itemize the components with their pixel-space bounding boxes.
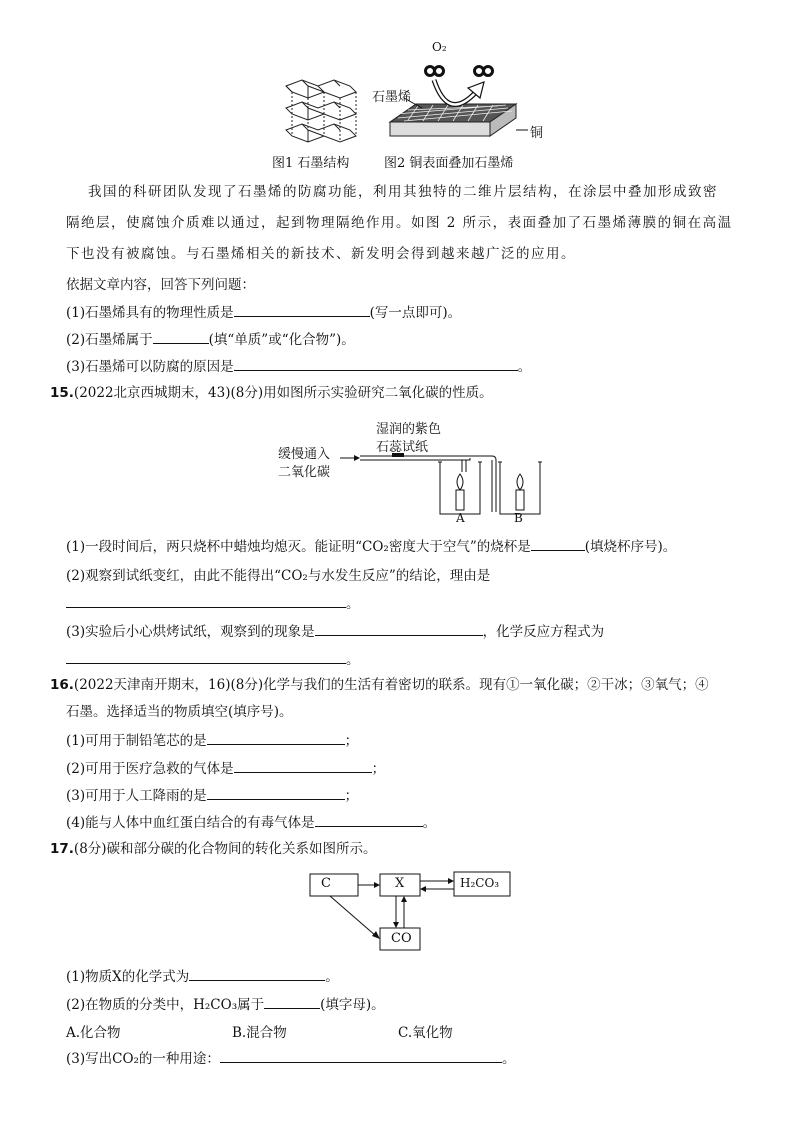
box-h2co3-label: H₂CO₃ [460, 876, 500, 890]
answer-blank[interactable] [207, 786, 345, 800]
option-a[interactable]: A.化合物 [66, 1025, 121, 1041]
q16-question-2: (2)可用于医疗急救的气体是 ； [66, 761, 386, 777]
box-co-label: CO [391, 931, 412, 946]
beaker-a-label: A [456, 511, 465, 525]
q16-question-4: (4)能与人体中血红蛋白结合的有毒气体是 。 [66, 815, 437, 831]
answer-blank[interactable] [153, 330, 209, 344]
copper-label: 铜 [530, 126, 544, 141]
q14-question-3: (3)石墨烯可以防腐的原因是 。 [66, 359, 532, 375]
answer-blank[interactable] [264, 995, 320, 1009]
answer-blank[interactable] [234, 759, 372, 773]
paper-label-2: 石蕊试纸 [376, 440, 429, 455]
option-c[interactable]: C.氧化物 [398, 1025, 453, 1041]
passage-line-1: 我国的科研团队发现了石墨烯的防腐功能，利用其独特的二维片层结构，在涂层中叠加形成致密 [88, 184, 718, 200]
figure1-caption: 图1 石墨结构 [272, 156, 350, 171]
answer-blank[interactable] [234, 357, 518, 371]
paper-label-1: 湿润的紫色 [376, 422, 442, 437]
answer-blank[interactable] [234, 303, 370, 317]
q16-stem-2: 石墨。选择适当的物质填空(填序号)。 [66, 704, 293, 720]
answer-blank[interactable] [207, 731, 345, 745]
answer-blank[interactable] [66, 650, 346, 664]
graphite-structure-figure [282, 78, 360, 144]
q15-question-2: (2)观察到试纸变红，由此不能得出“CO₂与水发生反应”的结论，理由是 [66, 568, 491, 584]
passage-line-3: 下也没有被腐蚀。与石墨烯相关的新技术、新发明会得到越来越广泛的应用。 [66, 246, 576, 262]
passage-line-2: 隔绝层，使腐蚀介质难以通过，起到物理隔绝作用。如图 2 所示，表面叠加了石墨烯薄膜的铜在高温 [66, 215, 733, 231]
q15-question-3-answer: 。 [66, 650, 360, 669]
o2-label: O₂ [432, 40, 447, 54]
graphene-label: 石墨烯 [372, 90, 412, 105]
answer-blank[interactable] [315, 813, 423, 827]
q15-question-3: (3)实验后小心烘烤试纸，观察到的现象是 ，化学反应方程式为 [66, 624, 605, 640]
answer-blank[interactable] [189, 967, 325, 981]
q17-question-3: (3)写出CO₂的一种用途： 。 [66, 1051, 516, 1067]
q14-question-1: (1)石墨烯具有的物理性质是 (写一点即可)。 [66, 305, 462, 321]
gas-label-1: 缓慢通入 [278, 447, 331, 462]
q16-question-3: (3)可用于人工降雨的是 ； [66, 788, 359, 804]
answer-blank[interactable] [315, 622, 483, 636]
q15-stem: 15.(2022北京西城期末，43)(8分)用如图所示实验研究二氧化碳的性质。 [50, 385, 493, 401]
option-b[interactable]: B.混合物 [232, 1025, 287, 1041]
answer-blank[interactable] [220, 1049, 502, 1063]
answer-blank[interactable] [531, 537, 585, 551]
q14-intro: 依据文章内容，回答下列问题： [66, 277, 255, 293]
gas-label-2: 二氧化碳 [278, 465, 331, 480]
answer-blank[interactable] [66, 594, 346, 608]
q15-question-1: (1)一段时间后，两只烧杯中蜡烛均熄灭。能证明“CO₂密度大于空气”的烧杯是 (填烧杯序号)。 [66, 539, 677, 555]
q14-question-2: (2)石墨烯属于 (填“单质”或“化合物”)。 [66, 332, 355, 348]
q17-question-2: (2)在物质的分类中，H₂CO₃属于 (填字母)。 [66, 997, 385, 1013]
figure2-caption: 图2 铜表面叠加石墨烯 [384, 156, 514, 171]
q17-question-1: (1)物质X的化学式为 。 [66, 969, 339, 985]
q16-question-1: (1)可用于制铅笔芯的是 ； [66, 733, 359, 749]
box-c-label: C [321, 876, 331, 891]
q15-question-2-answer: 。 [66, 594, 360, 613]
q17-stem: 17.(8分)碳和部分碳的化合物间的转化关系如图所示。 [50, 841, 377, 857]
q16-stem-1: 16.(2022天津南开期末，16)(8分)化学与我们的生活有着密切的联系。现有①一氧化碳；②干冰；③氧气；④ [50, 677, 709, 693]
box-x-label: X [395, 876, 405, 891]
beaker-b-label: B [514, 511, 523, 525]
